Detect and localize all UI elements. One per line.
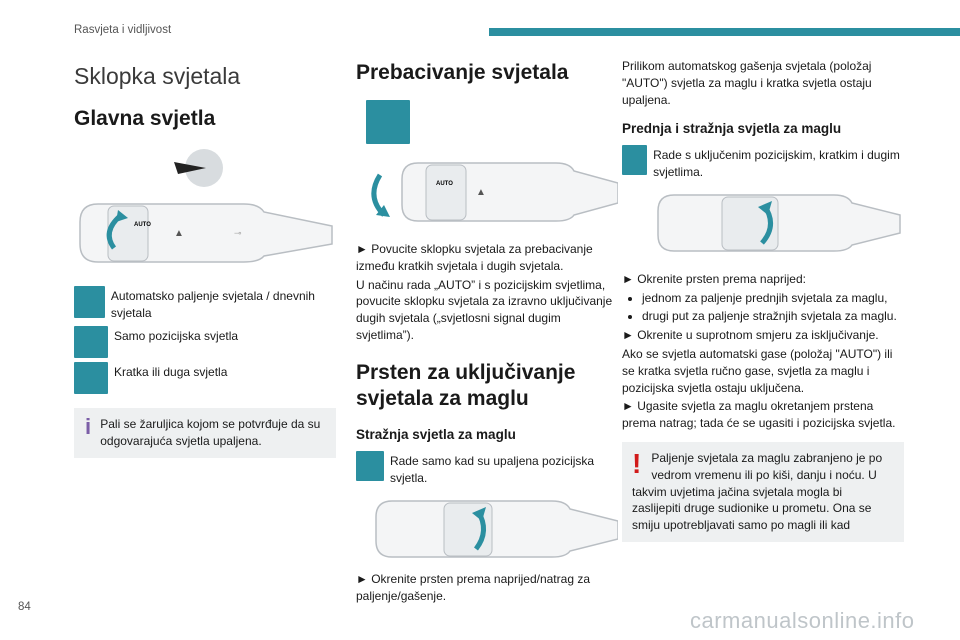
- legend-item-position-lights: Samo pozicijska svjetla: [74, 326, 336, 358]
- svg-text:▲: ▲: [174, 228, 184, 240]
- lever-auto-mark: AUTO: [134, 222, 151, 229]
- headlights-icon: [74, 362, 108, 394]
- list-item: • drugi put za paljenje stražnjih svjetala za maglu.: [642, 308, 904, 325]
- legend-list: [74, 286, 336, 394]
- front-rear-fog-item: Rade s uključenim pozicijskim, kratkim i dugim svjetlima.: [622, 145, 904, 181]
- rear-fog-ring-illustration: [356, 493, 618, 563]
- rear-fog-item: Rade samo kad su upaljena pozicijska svjetla.: [356, 451, 618, 487]
- heading-main-lights: Glavna svjetla: [74, 107, 216, 131]
- paragraph-rotate-back: ► Okrenite u suprotnom smjeru za isključivanje.: [622, 328, 879, 343]
- column-2: [356, 54, 618, 606]
- paragraph-auto-off: Prilikom automatskog gašenja svjetala (položaj "AUTO") svjetla za maglu i kratka svjetla ostaju upaljena.: [622, 59, 872, 107]
- heading-fog-ring: Prsten za uključivanje svjetala za maglu: [356, 360, 576, 411]
- warning-note: ! Paljenje svjetala za maglu zabranjeno je po vedrom vremenu ili po kiši, danju i noću. U takvim uvjetima jačina svjetala mogla bi zaslijepiti druge sudionike u prometu. Ona se smiju upotrebljavati samo po magli ili kad: [622, 442, 904, 542]
- heading-light-switching: Prebacivanje svjetala: [356, 61, 569, 84]
- info-note: i Pali se žaruljica kojom se potvrđuje da su odgovarajuća svjetla upaljena.: [74, 408, 336, 458]
- paragraph-rotate-ring: ► Okrenite prsten prema naprijed/natrag za paljenje/gašenje.: [356, 571, 590, 603]
- fog-steps-list: [628, 290, 904, 326]
- front-rear-fog-light-icon: [622, 145, 647, 175]
- heading-rear-fog: Stražnja svjetla za maglu: [356, 427, 516, 443]
- svg-text:▲: ▲: [476, 187, 486, 199]
- auto-icon: [74, 286, 105, 318]
- light-switch-lever-illustration: [74, 196, 336, 266]
- list-item: • jednom za paljenje prednjih svjetala za maglu,: [642, 290, 904, 307]
- page-number: 84: [18, 601, 31, 613]
- column-1: [74, 54, 336, 458]
- legend-item-auto: Automatsko paljenje svjetala / dnevnih svjetala: [74, 286, 336, 322]
- watermark: carmanualsonline.info: [690, 608, 915, 633]
- steering-wheel-icon: [74, 146, 336, 190]
- paragraph-turn-off-fog: ► Ugasite svjetla za maglu okretanjem prstena prema natrag; tada će se ugasiti i pozicijska svjetla.: [622, 399, 896, 431]
- warning-icon: !: [632, 448, 642, 480]
- header-accent-bar: [489, 28, 960, 36]
- position-lights-icon: [74, 326, 108, 358]
- section-title: Sklopka svjetala: [74, 63, 241, 89]
- paragraph-rotate-forward: ► Okrenite prsten prema naprijed:: [622, 271, 806, 286]
- legend-item-headlights: Kratka ili duga svjetla: [74, 362, 336, 394]
- column-3: [622, 54, 904, 542]
- running-header: Rasvjeta i vidljivost: [74, 24, 172, 36]
- paragraph-auto-off-fog: Ako se svjetla automatski gase (položaj "AUTO") ili se kratka svjetla ručno gase, svjetla za maglu i pozicijska svjetla ostaju uključena.: [622, 347, 893, 395]
- front-fog-ring-illustration: [622, 187, 904, 257]
- heading-front-rear-fog: Prednja i stražnja svjetla za maglu: [622, 121, 842, 137]
- headlight-flash-lever-illustration: [356, 155, 618, 227]
- paragraph-pull-switch: ► Povucite sklopku svjetala za prebacivanje između kratkih svjetala i dugih svjetala.: [356, 242, 593, 273]
- paragraph-auto-mode: U načinu rada „AUTO” i s pozicijskim svjetlima, povucite sklopku svjetala za izravno uključivanje dugih svjetala („svjetlosni signal dugim svjetlima”).: [356, 277, 613, 343]
- info-icon: i: [85, 414, 92, 440]
- svg-text:AUTO: AUTO: [436, 181, 453, 188]
- high-beam-icon: [366, 100, 410, 144]
- rear-fog-light-icon: [356, 451, 384, 481]
- svg-text:⊸: ⊸: [234, 228, 242, 239]
